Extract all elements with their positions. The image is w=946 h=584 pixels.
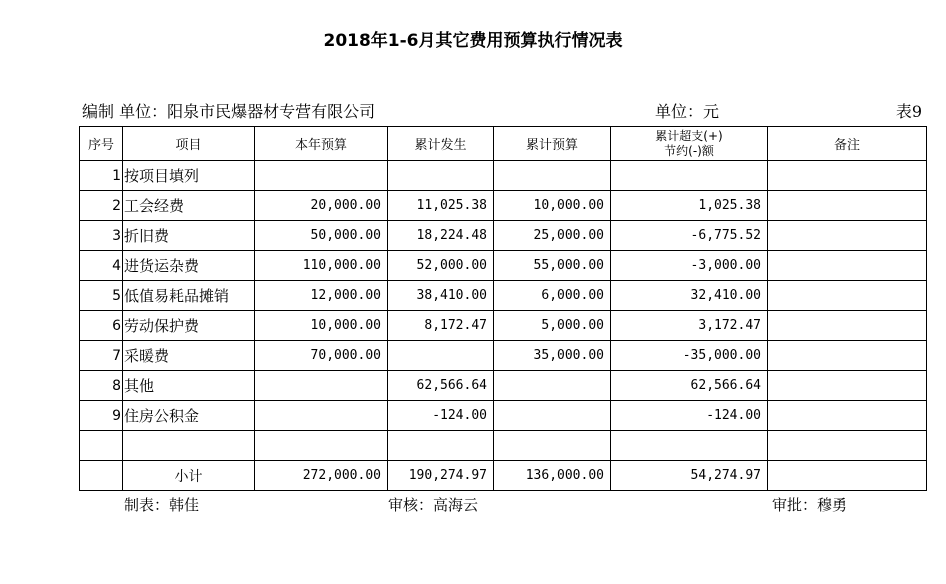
- col-header-variance-line2: 节约(-)额: [664, 143, 714, 158]
- row-annual-budget: 12,000.00: [255, 281, 388, 311]
- row-remark: [768, 311, 927, 341]
- row-annual-budget: [255, 371, 388, 401]
- row-cumulative-actual: 52,000.00: [388, 251, 494, 281]
- row-variance: -3,000.00: [611, 251, 768, 281]
- row-variance: -124.00: [611, 401, 768, 431]
- table-header-row: [80, 127, 927, 161]
- table-row: [80, 221, 927, 251]
- col-header-variance: [611, 127, 768, 161]
- row-cumulative-actual: [388, 161, 494, 191]
- subtotal-row: [80, 461, 927, 491]
- row-annual-budget: 50,000.00: [255, 221, 388, 251]
- table-row: [80, 191, 927, 221]
- table-row: [80, 251, 927, 281]
- row-cumulative-actual: [388, 431, 494, 461]
- row-remark: [768, 431, 927, 461]
- row-remark: [768, 371, 927, 401]
- row-seq: 6: [80, 311, 123, 341]
- row-variance: -6,775.52: [611, 221, 768, 251]
- row-seq: 9: [80, 401, 123, 431]
- col-header-seq: 序号: [80, 127, 123, 161]
- row-cumulative-budget: 55,000.00: [494, 251, 611, 281]
- row-cumulative-actual: 38,410.00: [388, 281, 494, 311]
- row-annual-budget: [255, 401, 388, 431]
- subtotal-cumulative-actual: 190,274.97: [388, 461, 494, 491]
- row-annual-budget: 110,000.00: [255, 251, 388, 281]
- row-cumulative-actual: -124.00: [388, 401, 494, 431]
- row-remark: [768, 191, 927, 221]
- row-seq: 1: [80, 161, 123, 191]
- subtotal-label: 小计: [123, 461, 255, 491]
- subtotal-cumulative-budget: 136,000.00: [494, 461, 611, 491]
- row-variance: [611, 161, 768, 191]
- row-item: 折旧费: [123, 221, 255, 251]
- col-header-item: 项目: [123, 127, 255, 161]
- row-seq: 5: [80, 281, 123, 311]
- row-variance: 1,025.38: [611, 191, 768, 221]
- row-item: 住房公积金: [123, 401, 255, 431]
- table-row: [80, 371, 927, 401]
- subtotal-remark: [768, 461, 927, 491]
- row-variance: 32,410.00: [611, 281, 768, 311]
- row-item: 进货运杂费: [123, 251, 255, 281]
- row-cumulative-actual: [388, 341, 494, 371]
- row-item: 工会经费: [123, 191, 255, 221]
- table-row: [80, 431, 927, 461]
- subtotal-annual-budget: 272,000.00: [255, 461, 388, 491]
- row-remark: [768, 221, 927, 251]
- approved-by: 审批：穆勇: [772, 496, 848, 514]
- subtotal-seq: [80, 461, 123, 491]
- row-cumulative-actual: 62,566.64: [388, 371, 494, 401]
- row-item: 劳动保护费: [123, 311, 255, 341]
- row-remark: [768, 251, 927, 281]
- row-annual-budget: 70,000.00: [255, 341, 388, 371]
- col-header-cumulative-budget: 累计预算: [494, 127, 611, 161]
- row-item: 采暖费: [123, 341, 255, 371]
- row-item: 低值易耗品摊销: [123, 281, 255, 311]
- row-cumulative-budget: 6,000.00: [494, 281, 611, 311]
- col-header-cumulative-actual: 累计发生: [388, 127, 494, 161]
- budget-table: [79, 126, 927, 491]
- table-row: [80, 281, 927, 311]
- row-cumulative-budget: 10,000.00: [494, 191, 611, 221]
- row-annual-budget: [255, 431, 388, 461]
- row-item: 按项目填列: [123, 161, 255, 191]
- table-number: 表9: [895, 102, 922, 121]
- table-row: [80, 341, 927, 371]
- row-seq: [80, 431, 123, 461]
- row-annual-budget: [255, 161, 388, 191]
- row-cumulative-budget: 5,000.00: [494, 311, 611, 341]
- table-row: [80, 311, 927, 341]
- row-cumulative-actual: 11,025.38: [388, 191, 494, 221]
- row-item: [123, 431, 255, 461]
- reviewed-by: 审核：高海云: [388, 496, 479, 514]
- row-item: 其他: [123, 371, 255, 401]
- subtotal-variance: 54,274.97: [611, 461, 768, 491]
- row-cumulative-budget: [494, 371, 611, 401]
- row-annual-budget: 20,000.00: [255, 191, 388, 221]
- row-seq: 2: [80, 191, 123, 221]
- row-variance: 3,172.47: [611, 311, 768, 341]
- row-annual-budget: 10,000.00: [255, 311, 388, 341]
- row-cumulative-budget: 35,000.00: [494, 341, 611, 371]
- row-seq: 8: [80, 371, 123, 401]
- row-cumulative-budget: [494, 431, 611, 461]
- row-cumulative-budget: [494, 161, 611, 191]
- row-cumulative-budget: [494, 401, 611, 431]
- row-variance: -35,000.00: [611, 341, 768, 371]
- row-seq: 4: [80, 251, 123, 281]
- row-remark: [768, 281, 927, 311]
- preparing-unit: 编制 单位：阳泉市民爆器材专营有限公司: [82, 102, 376, 121]
- row-seq: 7: [80, 341, 123, 371]
- col-header-remark: 备注: [768, 127, 927, 161]
- money-unit: 单位：元: [655, 102, 720, 121]
- col-header-variance-line1: 累计超支(+): [655, 128, 723, 143]
- row-remark: [768, 161, 927, 191]
- table-row: [80, 401, 927, 431]
- page-title: 2018年1-6月其它费用预算执行情况表: [323, 31, 623, 51]
- row-remark: [768, 341, 927, 371]
- row-seq: 3: [80, 221, 123, 251]
- row-variance: 62,566.64: [611, 371, 768, 401]
- row-cumulative-budget: 25,000.00: [494, 221, 611, 251]
- row-variance: [611, 431, 768, 461]
- col-header-annual-budget: 本年预算: [255, 127, 388, 161]
- table-row: [80, 161, 927, 191]
- prepared-by: 制表：韩佳: [124, 496, 200, 514]
- row-cumulative-actual: 8,172.47: [388, 311, 494, 341]
- row-cumulative-actual: 18,224.48: [388, 221, 494, 251]
- row-remark: [768, 401, 927, 431]
